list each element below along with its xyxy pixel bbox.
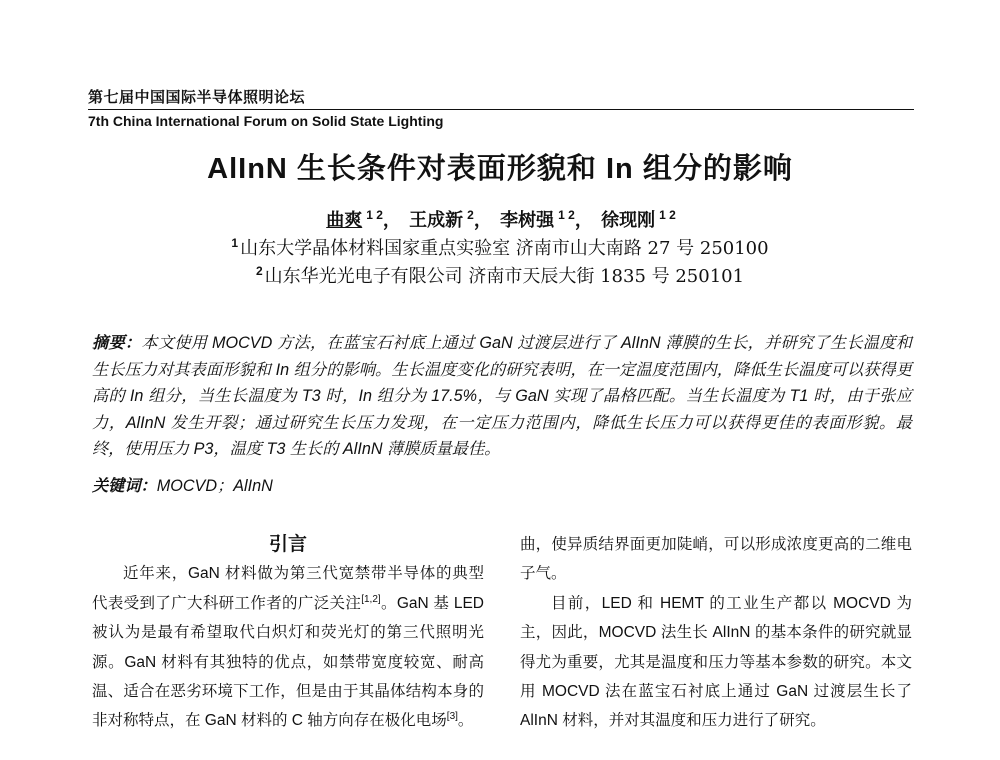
conference-name-en: 7th China International Forum on Solid State Lighting	[88, 113, 444, 129]
author-name: 徐现刚	[601, 210, 656, 231]
paragraph: 目前，LED 和 HEMT 的工业生产都以 MOCVD 为主，因此，MOCVD 法生长 AlInN 的基本条件的研究就显得尤为重要，尤其是温度和压力等基本参数的研究。本文用 MOCVD 法在蓝宝石衬底上通过 GaN 过渡层生长了 AlInN 材料，并对其温度和压力进行了研究。	[520, 594, 912, 730]
header-rule	[88, 109, 914, 110]
body-column-right	[520, 530, 912, 736]
author-affiliation-mark: 1 2	[558, 208, 575, 222]
abstract-label: 摘要：	[92, 334, 142, 352]
keywords-label: 关键词：	[92, 477, 157, 495]
affiliation-text: 山东华光光电子有限公司 济南市天辰大街 1835 号 250101	[264, 266, 745, 287]
citation: [3]	[446, 711, 458, 723]
paragraph-text: 。GaN 基 LED 被认为是最有希望取代白炽灯和荧光灯的第三代照明光源。GaN 材料有其独特的优点，如禁带宽度较宽、耐高温、适合在恶劣环境下工作，但是由于其晶体结构本身的非对称特点，在 GaN 材料的 C 轴方向存在极化电场	[92, 594, 484, 730]
affiliation-2	[0, 262, 1000, 288]
paragraph-text: 近年来，GaN 材料做为第三代宽禁带半导体的典型代表受到了广大科研工作者的广泛关注	[92, 565, 484, 612]
author-list: 曲爽 $^{1 2}$， 王成新 $^2$， 李树强 $^{1 2}$， 徐现刚 $^{1 2}$	[326, 208, 676, 231]
paragraph	[92, 559, 484, 735]
author-affiliation-mark: 1 2	[366, 208, 383, 222]
author-affiliation-mark: 1 2	[659, 208, 676, 222]
keywords	[92, 472, 273, 496]
author-name: 曲爽	[326, 210, 363, 231]
paragraph: 曲，使异质结界面更加陡峭，可以形成浓度更高的二维电子气。	[520, 536, 912, 583]
citation: [1,2]	[361, 593, 381, 605]
paper-title: AlInN 生长条件对表面形貌和 In 组分的影响	[207, 153, 793, 185]
section-heading: 引言	[268, 534, 307, 555]
conference-name-cn: 第七届中国国际半导体照明论坛	[88, 89, 306, 106]
author-affiliation-mark: 2	[467, 208, 474, 222]
keywords-text: MOCVD；AlInN	[156, 477, 273, 495]
author-name: 王成新	[409, 210, 464, 231]
author-name: 李树强	[500, 210, 555, 231]
affiliation-text: 山东大学晶体材料国家重点实验室 济南市山大南路 27 号 250100	[240, 238, 769, 259]
affiliation-1	[0, 234, 1000, 260]
paragraph-text: 。	[457, 712, 474, 730]
affiliation-number: 1	[231, 236, 239, 250]
abstract-text: 本文使用 MOCVD 方法，在蓝宝石衬底上通过 GaN 过渡层进行了 AlInN 薄膜的生长，并研究了生长温度和生长压力对其表面形貌和 In 组分的影响。生长温度变化的研究表明，在一定温度范围内，降低生长温度可以获得更高的 In 组分，当生长温度为 T3 时，In 组分为 17.5%，与 GaN 实现了晶格匹配。当生长温度为 T1 时，由于张应力，AlInN 发生开裂；通过研究生长压力发现，在一定压力范围内，降低生长压力可以获得更佳的表面形貌。最终，使用压力 P3，温度 T3 生长的 AlInN 薄膜质量最佳。	[92, 334, 912, 459]
body-column-left	[92, 530, 484, 736]
abstract	[92, 330, 912, 463]
affiliation-number: 2	[255, 264, 263, 278]
